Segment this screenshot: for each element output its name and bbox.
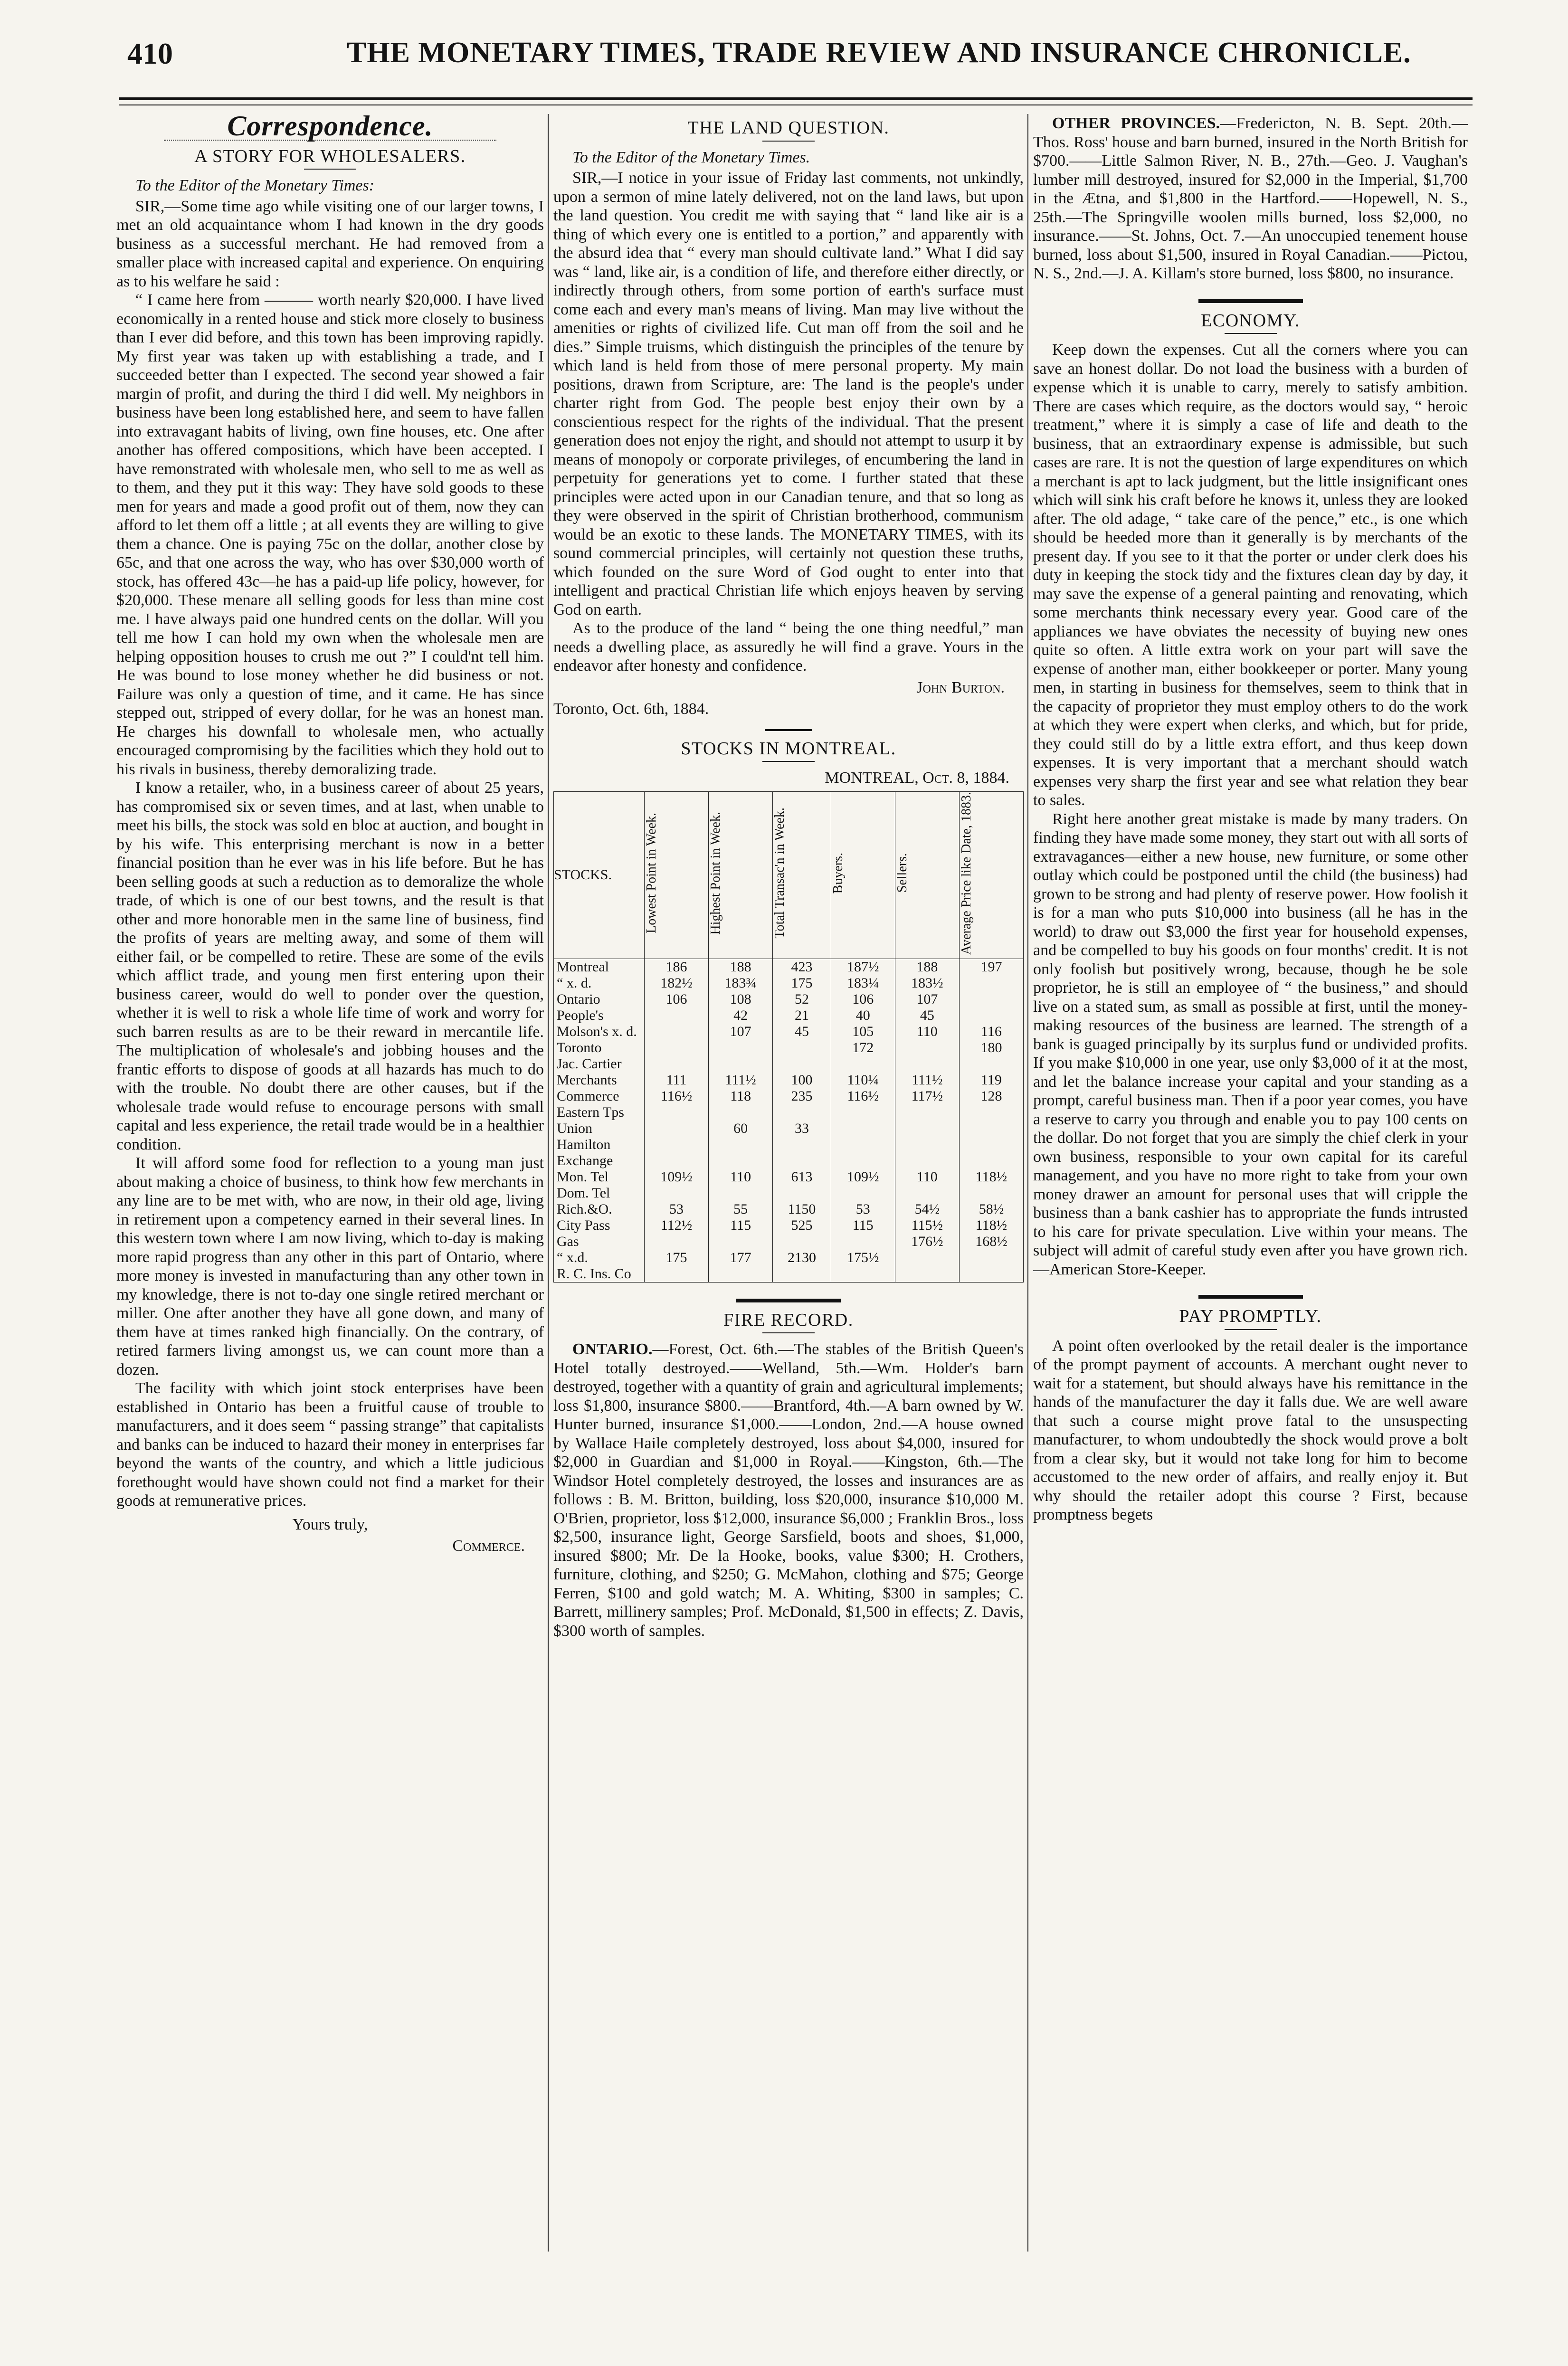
stock-value: 118 [709, 1088, 773, 1104]
stock-value [709, 1137, 773, 1153]
title-rule [762, 1332, 815, 1333]
stock-value [959, 1185, 1023, 1201]
stocks-column-header: Average Price like Date, 1883. [959, 791, 1023, 959]
paragraph: Keep down the expenses. Cut all the corners where you can save an honest dollar. Do not load the business with a burden of expense which it is unable to carry, merely to satisfy ambition. There are cases which require, as the doctors would say, “ heroic treatment,” where it is simply a case of life and death to the business, that an extraordinary expense is admissible, but such cases are rare. It is not the question of large expenditures on which a merchant is apt to lack judgment, but the little insignificant ones which will sink his craft before he knows it, unless they are looked after. The old adage, “ take care of the pence,” etc., is one which should be heeded more than it generally is by merchants of the present day. If you see to it that the porter or under clerk does his duty in keeping the stock tidy and the fixtures clean day by day, it may save the expense of a general painting and renovating, which some merchants think necessary every year. Good care of the appliances we have obviates the necessity of buying new ones quite so often. A little extra work on your part will save the expense of another man, either bookkeeper or porter. Many young men, in starting in business for themselves, seem to think that in the capacity of proprietor they must employ others to do the work at which they were expert when clerks, and which, but for pride, they could still do by a little extra effort, and thus keep down expenses. It is very important that a merchant should watch expenses very sharp the first year and see what relation they bear to sales. [1033, 341, 1468, 809]
stock-value: 111½ [895, 1072, 959, 1088]
stock-value [709, 1040, 773, 1056]
stock-value: 613 [773, 1169, 831, 1185]
stock-value: 183¾ [709, 975, 773, 991]
stock-name: Exchange [554, 1153, 645, 1169]
stocks-row [554, 1169, 1024, 1185]
stocks-row [554, 975, 1024, 991]
stock-value [959, 1266, 1023, 1283]
paragraph: The facility with which joint stock enterprises have been established in Ontario has been a fruitful cause of trouble to manufacturers, and it does seem “ passing strange” that capitalists and banks can be induced to hazard their money in enterprises far beyond the wants of the country, and which a little judicious forethought would have shown could not find a market for their goods at remunerative prices. [116, 1379, 544, 1510]
stock-value: 60 [709, 1121, 773, 1137]
stocks-column-header: Highest Point in Week. [709, 791, 773, 959]
stock-name: Mon. Tel [554, 1169, 645, 1185]
stock-value [959, 1056, 1023, 1072]
section-divider [1198, 1295, 1303, 1299]
column-divider-2 [1027, 114, 1028, 2252]
stock-value [645, 1234, 709, 1250]
header-rule [119, 97, 1473, 100]
stock-value: 183¼ [831, 975, 895, 991]
stock-name: Gas [554, 1234, 645, 1250]
stock-value [709, 1266, 773, 1283]
stock-value [773, 1185, 831, 1201]
stock-value: 52 [773, 991, 831, 1007]
stocks-row [554, 1201, 1024, 1217]
stock-value [895, 1056, 959, 1072]
stock-name: Toronto [554, 1040, 645, 1056]
stock-value [645, 1024, 709, 1040]
salutation: To the Editor of the Monetary Times: [135, 177, 375, 194]
column-divider-1 [548, 114, 549, 2252]
section-divider [1198, 299, 1303, 303]
stock-value: 107 [895, 991, 959, 1007]
stock-value: 118½ [959, 1169, 1023, 1185]
signature: Commerce. [452, 1537, 525, 1555]
signature: John Burton. [916, 678, 1005, 696]
economy-title: ECONOMY. [1201, 310, 1300, 331]
dateline: Toronto, Oct. 6th, 1884. [553, 700, 709, 718]
stock-value: 188 [895, 959, 959, 975]
stock-value [645, 1104, 709, 1121]
stock-name: Rich.&O. [554, 1201, 645, 1217]
stock-value [831, 1234, 895, 1250]
stocks-row [554, 1217, 1024, 1234]
stock-value [645, 1056, 709, 1072]
stock-value: 1150 [773, 1201, 831, 1217]
stock-value: 106 [831, 991, 895, 1007]
stock-value: 110 [895, 1024, 959, 1040]
stock-value [959, 991, 1023, 1007]
stock-value [895, 1185, 959, 1201]
section-divider [765, 729, 812, 731]
stock-value [773, 1234, 831, 1250]
stock-value: 177 [709, 1250, 773, 1266]
stocks-title: STOCKS IN MONTREAL. [681, 738, 896, 759]
stock-value [895, 1153, 959, 1169]
stock-value [709, 1234, 773, 1250]
stock-name: Merchants [554, 1072, 645, 1088]
paragraph: SIR,—Some time ago while visiting one of our larger towns, I met an old acquaintance whom I had known in the dry goods business as a successful merchant. He had removed from a smaller place with increased capital and experience. On enquiring as to his welfare he said : [116, 197, 544, 290]
stock-value: 183½ [895, 975, 959, 991]
stock-value [645, 1153, 709, 1169]
stock-value [895, 1104, 959, 1121]
stock-value [709, 1153, 773, 1169]
stocks-column-header: Lowest Point in Week. [645, 791, 709, 959]
stock-name: “ x. d. [554, 975, 645, 991]
stock-value [895, 1121, 959, 1137]
stock-value [773, 1153, 831, 1169]
stock-value: 109½ [831, 1169, 895, 1185]
stock-value [831, 1137, 895, 1153]
stock-value [895, 1250, 959, 1266]
stock-value: 115 [831, 1217, 895, 1234]
stock-value: 108 [709, 991, 773, 1007]
other-provinces-text: —Fredericton, N. B. Sept. 20th.—Thos. Ross' house and barn burned, insured in the North British for $700.——Little Salmon River, N. B., 27th.—Geo. J. Vaughan's lumber mill destroyed, insured for $2,000 in the Imperial, $1,700 in the Ætna, and $1,800 in the Hartford.——Hopewell, N. S., 25th.—The Springville woolen mills burned, loss $2,000, no insurance.——St. Johns, Oct. 7.—An unoccupied tenement house burned, loss about $1,500, insured in Royal Canadian.——Pictou, N. S., 2nd.—J. A. Killam's store burned, loss $800, no insurance. [1033, 114, 1468, 282]
stock-value: 106 [645, 991, 709, 1007]
stocks-row [554, 1234, 1024, 1250]
stocks-row [554, 1137, 1024, 1153]
stocks-row [554, 1040, 1024, 1056]
stock-value [709, 1104, 773, 1121]
stock-value: 172 [831, 1040, 895, 1056]
stock-value [773, 1266, 831, 1283]
stock-value: 110 [709, 1169, 773, 1185]
stock-value: 54½ [895, 1201, 959, 1217]
stock-value: 100 [773, 1072, 831, 1088]
salutation: To the Editor of the Monetary Times. [572, 148, 810, 166]
stock-value: 197 [959, 959, 1023, 975]
section-title: Correspondence. [227, 114, 433, 142]
stock-name: Jac. Cartier [554, 1056, 645, 1072]
column-2 [553, 114, 1024, 2280]
stock-value: 176½ [895, 1234, 959, 1250]
title-rule [762, 141, 815, 142]
stock-name: R. C. Ins. Co [554, 1266, 645, 1283]
stock-name: Ontario [554, 991, 645, 1007]
stock-name: Dom. Tel [554, 1185, 645, 1201]
paragraph: As to the produce of the land “ being the one thing needful,” man needs a dwelling place, as assuredly he will find a grave. Yours in the endeavor after honesty and confidence. [553, 619, 1024, 675]
stock-value: 117½ [895, 1088, 959, 1104]
stock-value [709, 1185, 773, 1201]
stock-value [959, 1137, 1023, 1153]
stock-value: 110¼ [831, 1072, 895, 1088]
stock-value: 116½ [831, 1088, 895, 1104]
stock-value [709, 1056, 773, 1072]
stock-value [773, 1104, 831, 1121]
stock-value: 115 [709, 1217, 773, 1234]
stock-value: 40 [831, 1007, 895, 1024]
stocks-row [554, 1266, 1024, 1283]
other-provinces-lead: OTHER PROVINCES. [1052, 114, 1220, 132]
stock-value: 53 [645, 1201, 709, 1217]
stock-value [773, 1137, 831, 1153]
stock-name: Molson's x. d. [554, 1024, 645, 1040]
column-1 [116, 114, 544, 2280]
stock-value: 118½ [959, 1217, 1023, 1234]
stock-value: 116½ [645, 1088, 709, 1104]
title-rule [1225, 1329, 1277, 1330]
fire-record-paragraph [553, 1340, 1024, 1640]
stock-value: 42 [709, 1007, 773, 1024]
stocks-row [554, 1088, 1024, 1104]
title-rule [304, 169, 356, 170]
stock-value [831, 1121, 895, 1137]
stocks-row [554, 1104, 1024, 1121]
stock-value: 168½ [959, 1234, 1023, 1250]
stock-name: “ x.d. [554, 1250, 645, 1266]
paragraph: I know a retailer, who, in a business career of about 25 years, has compromised six or seven times, and at last, when unable to meet his bills, the stock was sold en bloc at auction, and bought in by his wife. This enterprising merchant is now in a better financial position than he ever was in his life before. But he has been selling goods at such a reduction as to demoralize the whole trade, of which is one of our best towns, and the result is that other and more honorable men in the same line of business, find the profits of years are melting away, and some of them will either fail, or be compelled to retire. These are some of the evils which afflict trade, and young men first entering upon their business career, would do well to ponder over the question, whether it is well to risk a whole life time of work and worry for such barren results as are to be their reward in mercantile life. The multiplication of wholesale's and jobbing houses and the frantic efforts to dispose of goods at all hazards has much to do with the trouble. No doubt there are other causes, but if the wholesale trade would refuse to encourage persons with small capital and less experience, the retail trade would be in a healthier condition. [116, 779, 544, 1153]
stock-value: 128 [959, 1088, 1023, 1104]
stock-value [645, 1121, 709, 1137]
stocks-row [554, 959, 1024, 975]
stocks-row [554, 1024, 1024, 1040]
stocks-row [554, 1185, 1024, 1201]
stocks-column-header: STOCKS. [554, 791, 645, 959]
stock-value: 188 [709, 959, 773, 975]
stock-value [959, 975, 1023, 991]
article-title-wholesalers: A STORY FOR WHOLESALERS. [194, 146, 466, 166]
title-rule [762, 761, 815, 762]
page-header [119, 33, 1496, 86]
stock-value [831, 1266, 895, 1283]
stocks-row [554, 1056, 1024, 1072]
stocks-row [554, 1250, 1024, 1266]
stock-value: 116 [959, 1024, 1023, 1040]
stock-name: People's [554, 1007, 645, 1024]
stock-value: 55 [709, 1201, 773, 1217]
stock-name: Commerce [554, 1088, 645, 1104]
stock-name: Union [554, 1121, 645, 1137]
stock-value [895, 1137, 959, 1153]
stock-value [773, 1040, 831, 1056]
stocks-row [554, 1007, 1024, 1024]
stock-value: 182½ [645, 975, 709, 991]
stocks-row [554, 1153, 1024, 1169]
stocks-table [553, 791, 1024, 1283]
article-title-land: THE LAND QUESTION. [687, 118, 890, 138]
stock-value: 525 [773, 1217, 831, 1234]
stock-value: 53 [831, 1201, 895, 1217]
paragraph: A point often overlooked by the retail dealer is the importance of the prompt payment of accounts. A merchant ought never to wait for a statement, but should always have his remittance in the hands of the manufacturer the day it falls due. We are well aware that such a course might prove fatal to the unsuspecting manufacturer, to whom undoubtedly the shock would prove a bolt from a clear sky, but it would not take long for him to become accustomed to the new order of affairs, and really enjoy it. But why should the retailer adopt this course ? First, because promptness begets [1033, 1337, 1468, 1523]
stock-name: City Pass [554, 1217, 645, 1234]
running-title: THE MONETARY TIMES, TRADE REVIEW AND INSURANCE CHRONICLE. [347, 37, 1411, 69]
stocks-column-header: Sellers. [895, 791, 959, 959]
pay-promptly-title: PAY PROMPTLY. [1179, 1306, 1322, 1326]
stock-value [645, 1007, 709, 1024]
stock-value [895, 1040, 959, 1056]
stock-value: 111 [645, 1072, 709, 1088]
stock-value [645, 1185, 709, 1201]
paragraph: “ I came here from ——— worth nearly $20,000. I have lived economically in a rented house and stick more closely to business than I ever did before, and this town has been improving rapidly. My first year was taken up with establishing a trade, and I succeeded better than I expected. The second year showed a fair margin of profit, and during the third I did well. My neighbors in business have been long established here, and seem to have fallen into extravagant habits of living, own fine houses, etc. One after another has offered compositions, which have been accepted. I have remonstrated with wholesale men, who sell to me as well as to them, and they put it this way: They have sold goods to these men for years and made a good profit out of them, now they can afford to let them off a little ; at all events they are willing to give them a chance. One is paying 75c on the dollar, another close by 65c, and that one across the way, who has over $30,000 worth of stock, has offered 43c—he has a paid-up life policy, however, for $20,000. These menare all selling goods for less than mine cost me. I have always paid one hundred cents on the dollar. Will you tell me how I can hold my own when the wholesale men are helping opposition houses to crush me out ?” I could'nt tell him. He was bound to lose money whether he did business or not. Failure was only a question of time, and it came. He has since stepped out, stripped of every dollar, for he was an honest man. He charges his downfall to wholesale men, who actually encouraged compromising by the facilities which they hold out to his rivals in business, thereby demoralizing trade. [116, 291, 544, 778]
stock-value: 2130 [773, 1250, 831, 1266]
stock-value [831, 1153, 895, 1169]
paragraph: It will afford some food for reflection to a young man just about making a choice of business, to think how few merchants in any line are to be met with, who are now, in their old age, living in retirement upon a competency earned in their several lines. In this western town where I am now living, which to-day is making more rapid progress than any other in this part of Ontario, where more money is invested in manufacturing than any other town in my knowledge, there is not to-day one single retired merchant or miller. One after another they have all gone down, and many of them have at times ranked high financially. On the contrary, of retired farmers living amongst us, we can count more than a dozen. [116, 1154, 544, 1378]
stock-value: 33 [773, 1121, 831, 1137]
stock-value: 21 [773, 1007, 831, 1024]
stocks-row [554, 991, 1024, 1007]
column-3 [1033, 114, 1468, 2280]
stock-name: Montreal [554, 959, 645, 975]
stock-value [959, 1104, 1023, 1121]
paragraph: Right here another great mistake is made by many traders. On finding they have made some money, they start out with all sorts of extravagances—either a new house, new furniture, or some other outlay which could be postponed until the child (the business) had grown to be strong and had plenty of reserve power. How foolish it is for a man who puts $10,000 into business (all he has in the world) to draw out $3,000 the first year for household expenses, and be compelled to buy his goods on four months' credit. It is not only foolish but positively wrong, because, though he be sole proprietor, he is still an employee of “ the business,” and should live on a stated sum, as small as possible at first, until the money-making resources of the business are learned. The strength of a bank is guaged principally by its surplus fund or undivided profits. If you make $10,000 in one year, use only $3,000 of it at the most, and let the balance increase your capital and your standing as a prompt, careful business man. Then if a poor year comes, you have a reserve to carry you through and enable you to pay 100 cents on the dollar. Do not forget that you are simply the chief clerk in your own business, responsible to your own capital for its careful management, and you have no more right to take from your own money drawer an amount for personal uses that will cripple the business than a bank cashier has to appropriate the funds intrusted to his care for private speculation. Live within your means. The subject will admit of careful study even after you have grown rich.—American Store-Keeper. [1033, 810, 1468, 1278]
section-divider [736, 1299, 841, 1302]
stock-value: 175 [773, 975, 831, 991]
stock-value: 180 [959, 1040, 1023, 1056]
stock-value [831, 1104, 895, 1121]
stock-value [959, 1250, 1023, 1266]
stock-value [959, 1007, 1023, 1024]
stocks-column-header: Buyers. [831, 791, 895, 959]
stock-value: 186 [645, 959, 709, 975]
stock-value [645, 1137, 709, 1153]
stock-value: 109½ [645, 1169, 709, 1185]
stock-value: 111½ [709, 1072, 773, 1088]
stock-value [831, 1056, 895, 1072]
stock-value: 112½ [645, 1217, 709, 1234]
stock-value: 175½ [831, 1250, 895, 1266]
stock-value: 235 [773, 1088, 831, 1104]
stock-value [645, 1040, 709, 1056]
stock-value [773, 1056, 831, 1072]
stocks-column-header: Total Transac'n in Week. [773, 791, 831, 959]
stock-value: 187½ [831, 959, 895, 975]
stock-value [959, 1153, 1023, 1169]
stock-value: 105 [831, 1024, 895, 1040]
stock-value [831, 1185, 895, 1201]
stocks-row [554, 1121, 1024, 1137]
stock-value: 119 [959, 1072, 1023, 1088]
paragraph: SIR,—I notice in your issue of Friday last comments, not unkindly, upon a sermon of mine lately delivered, not on the land laws, but upon the land question. You credit me with saying that “ land like air is a thing of which every one is entitled to a portion,” and apparently with the absurd idea that “ every man should cultivate land.” What I did say was “ land, like air, is a condition of life, and therefore either directly, or indirectly through others, from some portion of earth's surface must come each and every man's means of living. Man may live without the amenities or rights of civilized life. Cut man off from the soil and he dies.” Simple truisms, which distinguish the principles of the tenure by which land is held from those of mere personal property. My main positions, drawn from Scripture, are: The land is the people's under charter right from God. The people best enjoy their own by a conscientious respect for the rights of the individual. That the present generation does not enjoy the right, and should not attempt to usurp it by means of monopoly or corporate privileges, of encumbering the land in perpetuity for generations yet to come. I further stated that these principles were acted upon in our Canadian tenure, and that so long as they were observed in the spirit of Christian brotherhood, communism would be an exotic to these lands. The MONETARY TIMES, with its sound commercial principles, will certainly not question these truths, which founded on the sure Word of God ought to enter into that intelligent and practical Christian life which enjoys heaven by serving God on earth. [553, 169, 1024, 618]
fire-lead: ONTARIO. [572, 1340, 653, 1359]
fire-text: —Forest, Oct. 6th.—The stables of the British Queen's Hotel totally destroyed.——Welland, 5th.—Wm. Holder's barn destroyed, together with a quantity of grain and agricultural implements; loss $1,800, insurance $800.——Brantford, 4th.—A barn owned by W. Hunter burned, insurance $1,000.——London, 2nd.—A house owned by Wallace Haile completely destroyed, loss about $4,000, insured for $2,000 in Guardian and $1,000 in Royal.——Kingston, 6th.—The Windsor Hotel completely destroyed, the losses and insurances are as follows : B. M. Britton, building, loss $20,000, insurance $10,000 M. O'Brien, proprietor, loss $12,000, insurance $6,000 ; Franklin Bros., loss $2,500, insurance light, George Sarsfield, boots and shoes, $1,000, insured $800; Mr. De la Hooke, books, value $300; H. Crothers, furniture, clothing, and $250; G. McMahon, clothing and $75; George Ferren, $100 and gold watch; M. A. Whiting, $300 in samples; C. Barrett, millinery samples; Prof. McDonald, $1,500 in effects; Z. Davis, $300 worth of samples. [553, 1340, 1024, 1640]
stock-name: Eastern Tps [554, 1104, 645, 1121]
stock-value: 45 [773, 1024, 831, 1040]
stock-value: 110 [895, 1169, 959, 1185]
stock-value: 175 [645, 1250, 709, 1266]
stock-value: 45 [895, 1007, 959, 1024]
page-number: 410 [127, 37, 173, 70]
stock-value [895, 1266, 959, 1283]
title-rule [1225, 333, 1277, 334]
stock-name: Hamilton [554, 1137, 645, 1153]
closing: Yours truly, [292, 1515, 368, 1533]
stock-value: 423 [773, 959, 831, 975]
stocks-row [554, 1072, 1024, 1088]
stock-value: 115½ [895, 1217, 959, 1234]
fire-record-title: FIRE RECORD. [723, 1310, 854, 1330]
stocks-dateline: MONTREAL, Oct. 8, 1884. [825, 769, 1009, 787]
stock-value [645, 1266, 709, 1283]
stock-value [959, 1121, 1023, 1137]
stock-value: 58½ [959, 1201, 1023, 1217]
stock-value: 107 [709, 1024, 773, 1040]
other-provinces-paragraph [1033, 114, 1468, 283]
